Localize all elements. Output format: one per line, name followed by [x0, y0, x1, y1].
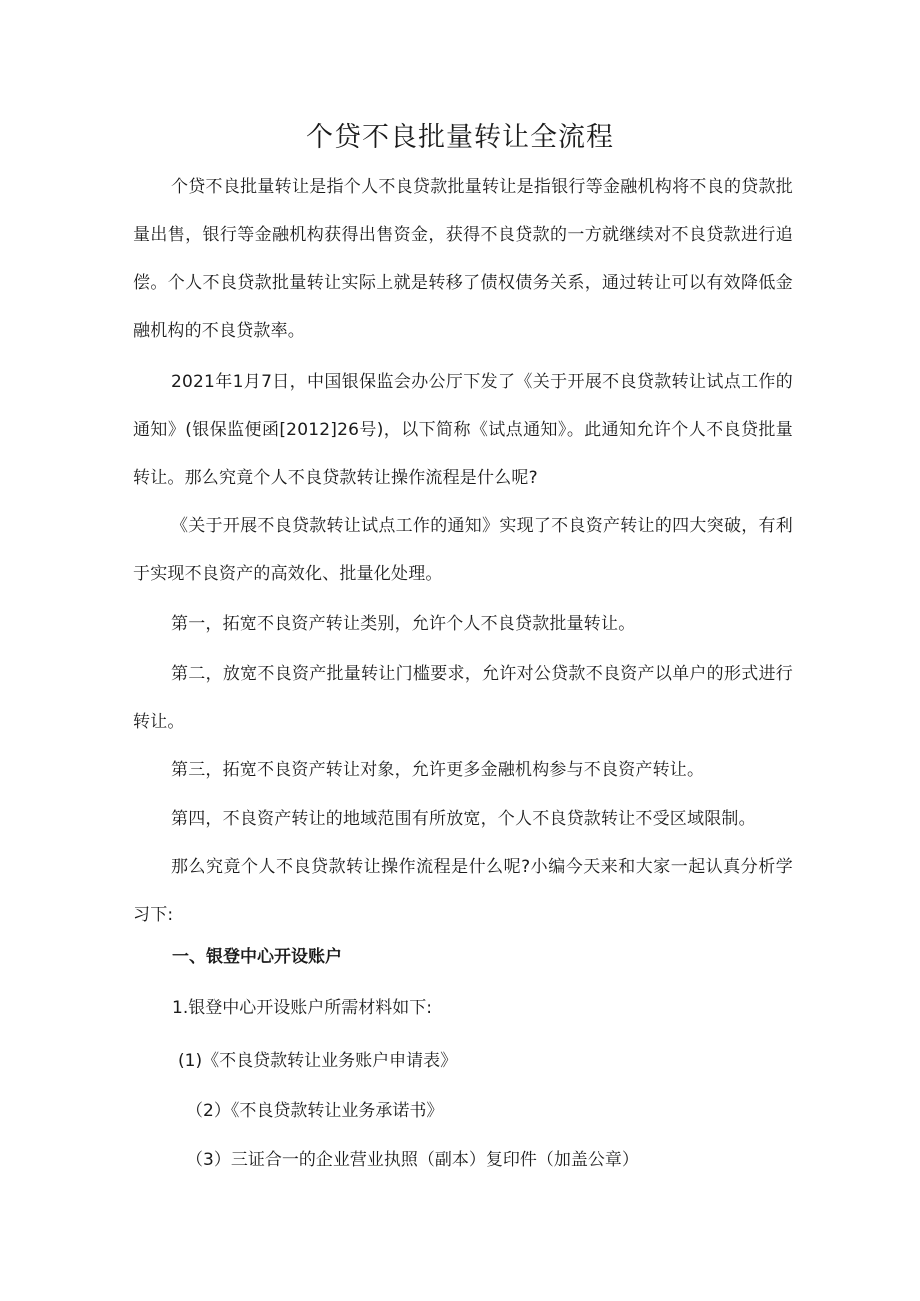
- list-item: （3）三证合一的企业营业执照（副本）复印件（加盖公章）: [186, 1150, 639, 1170]
- paragraph-first: 第一，拓宽不良资产转让类别，允许个人不良贷款批量转让。: [171, 614, 636, 634]
- paragraph-transition: 那么究竟个人不良贷款转让操作流程是什么呢?小编今天来和大家一起认真分析学习下:: [133, 857, 793, 925]
- paragraph-breakthroughs: 《关于开展不良贷款转让试点工作的通知》实现了不良资产转让的四大突破，有利于实现不良资产的高效化、批量化处理。: [133, 516, 793, 584]
- paragraph-intro: 个贷不良批量转让是指个人不良贷款批量转让是指银行等金融机构将不良的贷款批量出售，银行等金融机构获得出售资金，获得不良贷款的一方就继续对不良贷款进行追偿。个人不良贷款批量转让实际上就是转移了债权债务关系，通过转让可以有效降低金融机构的不良贷款率。: [133, 177, 793, 341]
- list-item: (1)《不良贷款转让业务账户申请表》: [178, 1051, 458, 1071]
- paragraph-notice: 2021年1月7日，中国银保监会办公厅下发了《关于开展不良贷款转让试点工作的通知》(银保监便函[2012]26号)，以下简称《试点通知》。此通知允许个人不良贷批量转让。那么究竟个人不良贷款转让操作流程是什么呢?: [133, 372, 793, 488]
- paragraph-third: 第三，拓宽不良资产转让对象，允许更多金融机构参与不良资产转让。: [171, 760, 705, 780]
- paragraph-fourth: 第四，不良资产转让的地域范围有所放宽，个人不良贷款转让不受区域限制。: [171, 809, 756, 829]
- section-heading: 一、银登中心开设账户: [172, 947, 342, 967]
- list-item: （2）《不良贷款转让业务承诺书》: [186, 1101, 444, 1121]
- sub-heading: 1.银登中心开设账户所需材料如下:: [172, 998, 432, 1018]
- page-title: 个贷不良批量转让全流程: [306, 122, 614, 153]
- paragraph-second: 第二，放宽不良资产批量转让门槛要求，允许对公贷款不良资产以单户的形式进行转让。: [133, 664, 793, 732]
